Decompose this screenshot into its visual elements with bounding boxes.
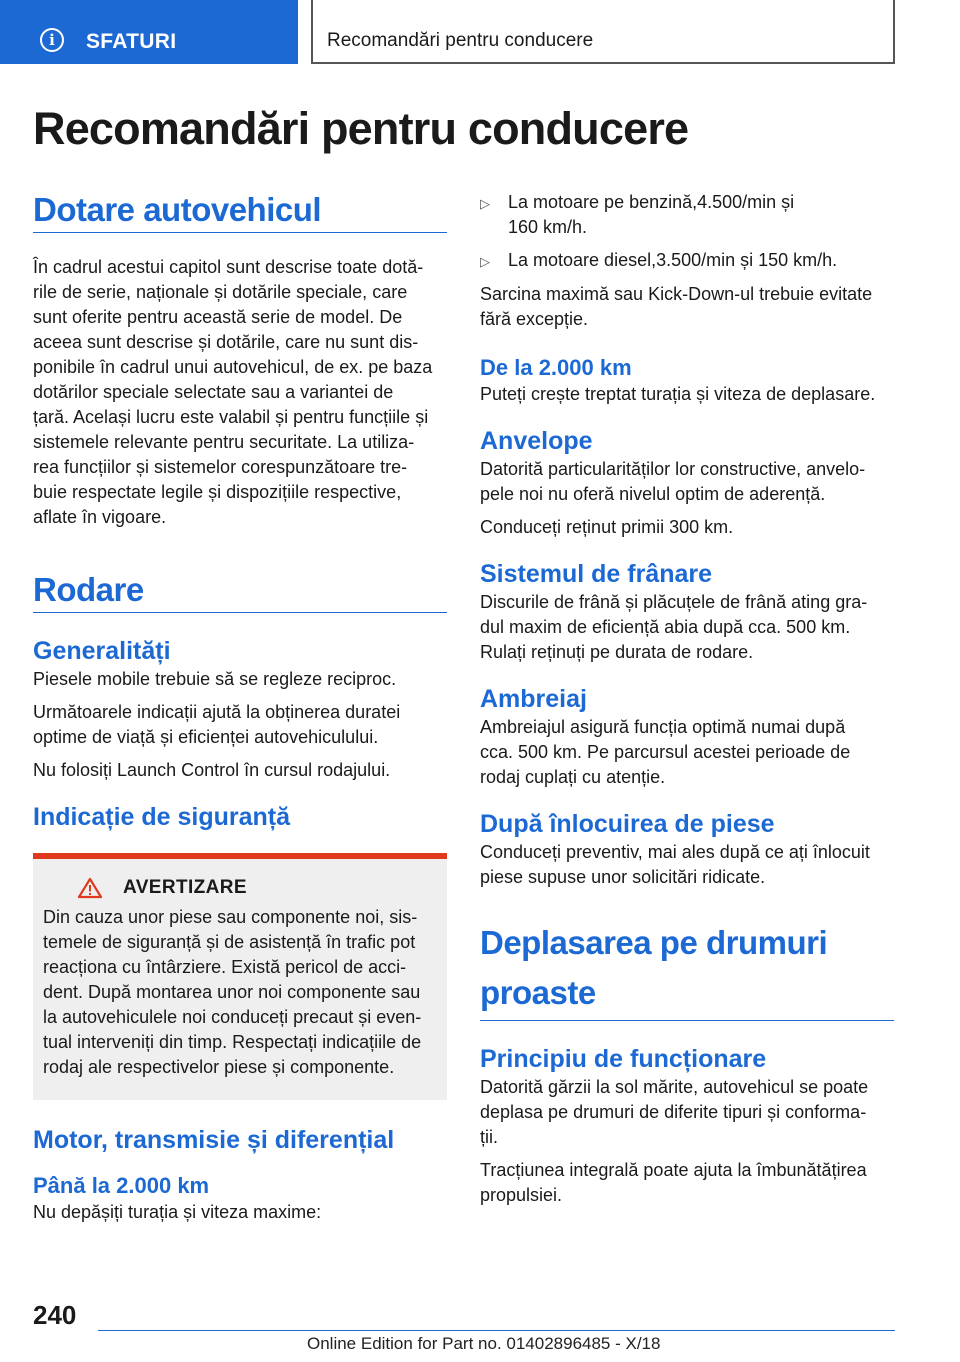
warning-title: AVERTIZARE [123,877,247,898]
heading-indicatie-siguranta: Indicație de siguranță [33,803,291,831]
heading-inlocuire-piese: După înlocuirea de piese [480,810,775,838]
text-line: țară. Același lucru este valabil și pentru funcțiile și [33,407,429,427]
paragraph-kickdown [480,282,894,332]
text-line: deplasa pe drumuri de diferite tipuri și conforma- [480,1102,867,1122]
text-line: Tracțiunea integrală poate ajuta la îmbunătățirea [480,1160,867,1180]
text-line: cca. 500 km. Pe parcursul acestei perioade de [480,742,851,762]
heading-ambreiaj: Ambreiaj [480,685,587,713]
paragraph-indicatii [33,700,447,750]
triangle-bullet-icon: ▷ [480,196,490,211]
text-line: piese supuse unor solicitări ridicate. [480,867,766,887]
text-line: buie respectate legile și dispozițiile respective, [33,482,402,502]
footer-divider [98,1330,895,1331]
text-line: Din cauza unor piese sau componente noi, sis- [43,907,418,927]
text-line: Următoarele indicații ajută la obținerea duratei [33,702,401,722]
triangle-bullet-icon: ▷ [480,254,490,269]
edition-info: Online Edition for Part no. 01402896485 - X/18 [307,1334,661,1353]
heading-motor: Motor, transmisie și diferențial [33,1126,395,1154]
text-line: temele de siguranță și de asistență în trafic pot [43,932,416,952]
text-line: ții. [480,1127,498,1147]
warning-triangle-icon [77,877,103,899]
paragraph-turatie: Nu depășiți turația și viteza maxime: [33,1202,322,1222]
text-line: dotărilor speciale selectate sau a variantei de [33,382,394,402]
section-label: SFATURI [86,30,177,53]
heading-principiu: Principiu de funcționare [480,1045,767,1073]
text-line: reacționa cu întârziere. Există pericol de acci- [43,957,407,977]
text-line: optime de viață și eficienței autovehiculului. [33,727,379,747]
text-line: rodaj cuplați cu atenție. [480,767,666,787]
paragraph-dotare [33,255,447,530]
heading-pana-la-2000: Până la 2.000 km [33,1173,210,1198]
page-title: Recomandări pentru conducere [33,103,689,154]
text-line: propulsiei. [480,1185,563,1205]
text-line: Datorită particularităților lor constructive, anvelo- [480,459,866,479]
heading-dotare: Dotare autovehicul [33,190,447,233]
heading-generalitati: Generalități [33,637,171,665]
section-tab [0,0,298,64]
paragraph-anvelope [480,457,894,507]
text-line: Rulați reținuți pe durata de rodare. [480,642,754,662]
left-column [33,190,447,1225]
heading-anvelope: Anvelope [480,427,593,455]
text-line: Discurile de frână și plăcuțele de frână ating gra- [480,592,868,612]
text-line: tual interveniți din timp. Respectați indicațiile de [43,1032,422,1052]
text-line: ponibile în cadrul unui autovehicul, de ex. pe baza [33,357,433,377]
text-line: dul maxim de eficiență abia după cca. 500 km. [480,617,851,637]
heading-rodare: Rodare [33,570,447,613]
paragraph-piese-mobile: Piesele mobile trebuie să se regleze reciproc. [33,669,397,689]
text-line: La motoare diesel,3.500/min și 150 km/h. [508,250,838,270]
text-line: fără excepție. [480,309,589,329]
list-item [480,190,894,240]
info-icon: i [40,28,64,52]
text-line: Datorită gărzii la sol mărite, autovehicul se poate [480,1077,869,1097]
paragraph-ambreiaj [480,715,894,790]
paragraph-franare [480,590,894,665]
heading-franare: Sistemul de frânare [480,560,713,588]
text-line: În cadrul acestui capitol sunt descrise toate dotă- [33,257,424,277]
right-column [480,190,894,1208]
paragraph-launch-control: Nu folosiți Launch Control în cursul rodajului. [33,760,391,780]
paragraph-inlocuire-piese [480,840,894,890]
paragraph-de-la-2000: Puteți crește treptat turația și viteza de deplasare. [480,384,876,404]
text-line: rea funcțiilor și sistemelor corespunzătoare tre- [33,457,408,477]
heading-line: Deplasarea pe drumuri [480,924,828,961]
heading-drumuri-proaste [480,918,894,1021]
text-line: aceea sunt descrise și dotările, care nu sunt dis- [33,332,419,352]
heading-de-la-2000: De la 2.000 km [480,355,632,380]
text-line: rodaj ale respectivelor piese și componente. [43,1057,395,1077]
text-line: aflate în vigoare. [33,507,167,527]
paragraph-anvelope-300: Conduceți reținut primii 300 km. [480,517,734,537]
text-line: sistemele relevante pentru securitate. La utiliza- [33,432,415,452]
text-line: Ambreiajul asigură funcția optimă numai după [480,717,846,737]
heading-line: proaste [480,974,596,1011]
page-number: 240 [33,1300,77,1330]
chapter-tab [311,0,895,64]
text-line: dent. După montarea unor noi componente sau [43,982,421,1002]
text-line: la autovehiculele noi conduceți precaut și even- [43,1007,422,1027]
text-line: Sarcina maximă sau Kick-Down-ul trebuie evitate [480,284,873,304]
warning-box [33,853,447,1100]
paragraph-garda-sol [480,1075,894,1150]
warning-header [43,877,437,899]
text-line: Conduceți preventiv, mai ales după ce ați înlocuit [480,842,870,862]
list-item [480,248,894,274]
chapter-label: Recomandări pentru conducere [327,30,594,51]
text-line: pele noi nu oferă nivelul optim de aderență. [480,484,826,504]
text-line: rile de serie, naționale și dotările speciale, care [33,282,408,302]
text-line: La motoare pe benzină,4.500/min și [508,192,795,212]
paragraph-tractiune [480,1158,894,1208]
text-line: sunt oferite pentru această serie de model. De [33,307,403,327]
text-line: 160 km/h. [508,217,588,237]
